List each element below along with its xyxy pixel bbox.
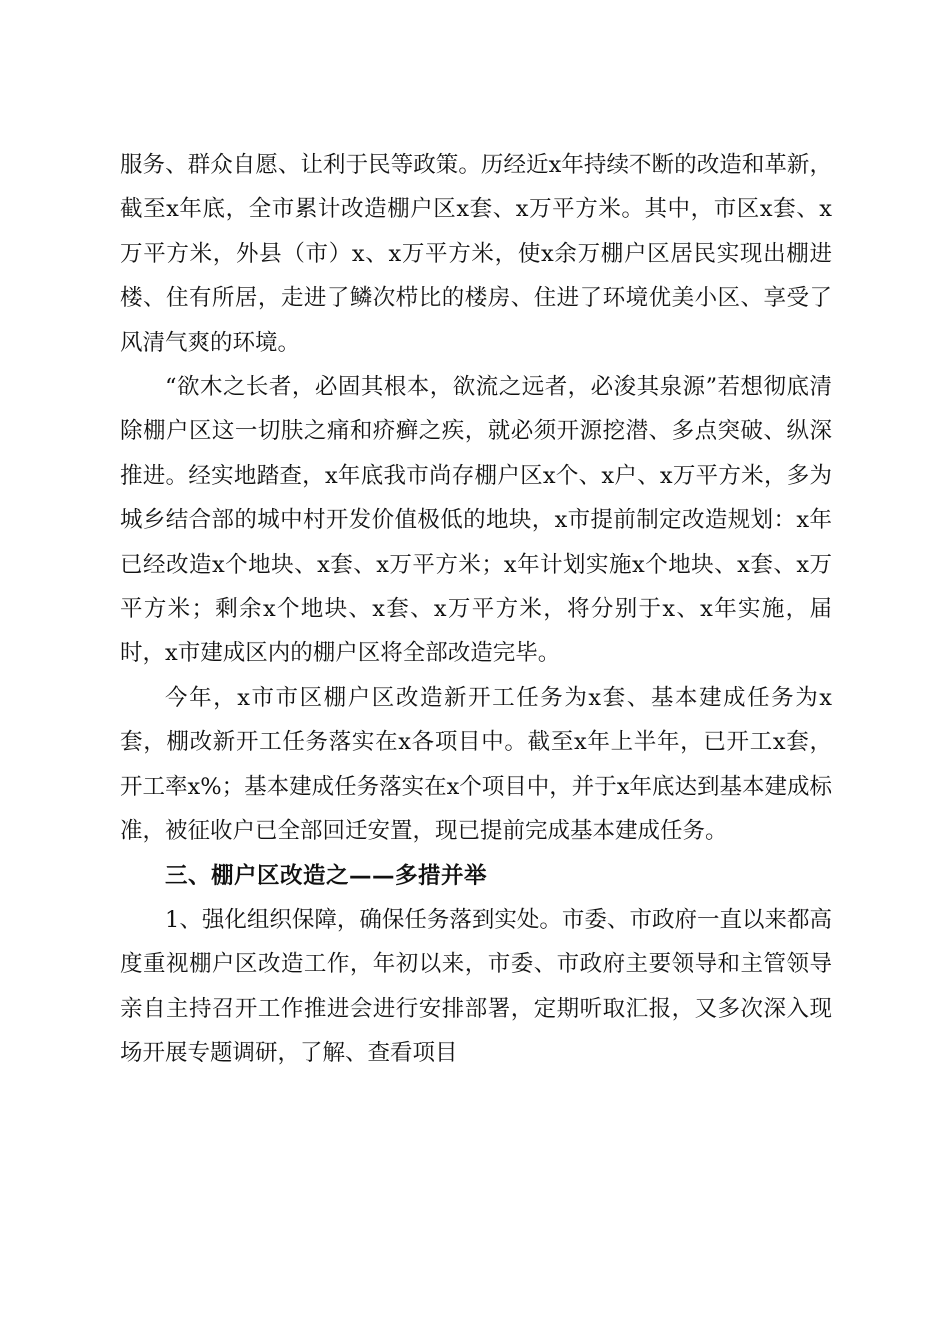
paragraph-4: 1、强化组织保障，确保任务落到实处。市委、市政府一直以来都高度重视棚户区改造工作，年初以来，市委、市政府主要领导和主管领导亲自主持召开工作推进会进行安排部署，定期听取汇报，又多次深入现场开展专题调研，了解、查看项目: [120, 906, 832, 1067]
paragraph-1: 服务、群众自愿、让利于民等政策。历经近x年持续不断的改造和革新，截至x年底，全市累计改造棚户区x套、x万平方米。其中，市区x套、x万平方米，外县（市）x、x万平方米，使x余万棚户区居民实现出棚进楼、住有所居，走进了鳞次栉比的楼房、住进了环境优美小区、享受了风清气爽的环境。: [120, 152, 832, 356]
section-heading: 三、棚户区改造之——多措并举: [165, 862, 488, 889]
document-body: [120, 143, 832, 1076]
paragraph-3: 今年，x市市区棚户区改造新开工任务为x套、基本建成任务为x套，棚改新开工任务落实在x各项目中。截至x年上半年，已开工x套，开工率x%；基本建成任务落实在x个项目中，并于x年底达到基本建成标准，被征收户已全部回迁安置，现已提前完成基本建成任务。: [120, 684, 832, 845]
paragraph-2: “欲木之长者，必固其根本，欲流之远者，必浚其泉源”若想彻底清除棚户区这一切肤之痛和疥癣之疾，就必须开源挖潜、多点突破、纵深推进。经实地踏查，x年底我市尚存棚户区x个、x户、x万平方米，多为城乡结合部的城中村开发价值极低的地块，x市提前制定改造规划：x年已经改造x个地块、x套、x万平方米；x年计划实施x个地块、x套、x万平方米；剩余x个地块、x套、x万平方米，将分别于x、x年实施，届时，x市建成区内的棚户区将全部改造完毕。: [120, 374, 832, 667]
